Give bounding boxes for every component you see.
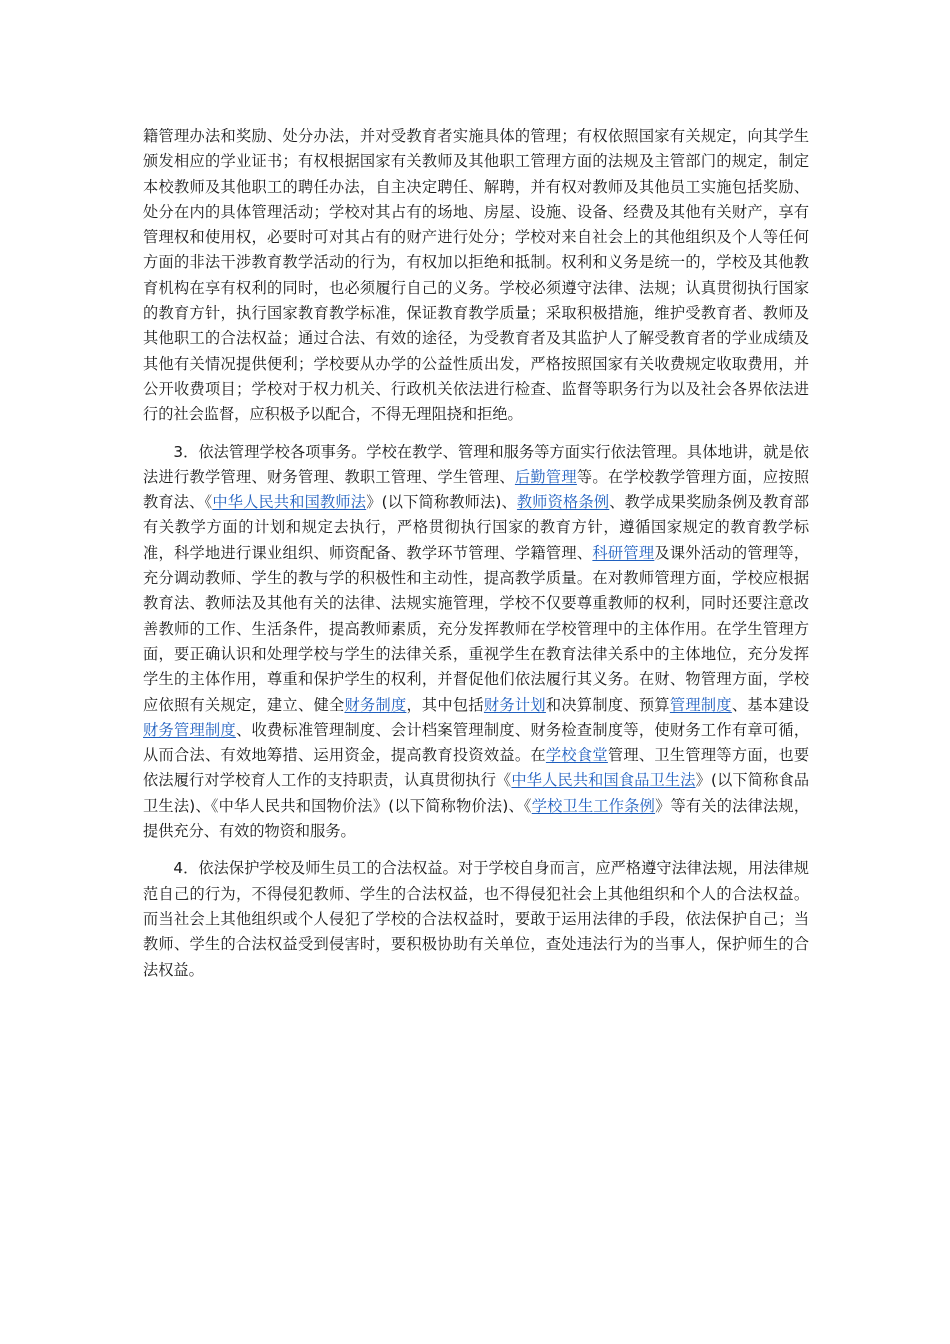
hyperlink[interactable]: 中华人民共和国食品卫生法 <box>511 771 696 790</box>
paragraph-text: 》(以下简称教师法)、 <box>366 493 517 512</box>
paragraph-text: 籍管理办法和奖励、处分办法，并对受教育者实施具体的管理；有权依照国家有关规定，向其学生颁发相应的学业证书；有权根据国家有关教师及其他职工管理方面的法规及主管部门的规定，制定本校教师及其他职工的聘任办法，自主决定聘任、解聘，并有权对教师及其他员工实施包括奖励、处分在内的具体管理活动；学校对其占有的场地、房屋、设施、设备、经费及其他有关财产，享有管理权和使用权，必要时可对其占有的财产进行处分；学校对来自社会上的其他组织及个人等任何方面的非法干涉教育教学活动的行为，有权加以拒绝和抵制。权利和义务是统一的，学校及其他教育机构在享有权利的同时，也必须履行自己的义务。学校必须遵守法律、法规；认真贯彻执行国家的教育方针，执行国家教育教学标准，保证教育教学质量；采取积极措施，维护受教育者、教师及其他职工的合法权益；通过合法、有效的途径，为受教育者及其监护人了解受教育者的学业成绩及其他有关情况提供便利；学校要从办学的公益性质出发，严格按照国家有关收费规定收取费用，并公开收费项目；学校对于权力机关、行政机关依法进行检查、监督等职务行为以及社会各界依法进行的社会监督，应积极予以配合，不得无理阻挠和拒绝。 <box>143 127 809 424</box>
hyperlink[interactable]: 学校食堂 <box>545 746 608 765</box>
paragraph-text: 》(以下简称食品卫生法)、《中华人民共和国物价法》(以下简称物价法)、《 <box>143 771 810 815</box>
paragraph-text: 及课外活动的管理等，充分调动教师、学生的教与学的积极性和主动性，提高教学质量。在对教师管理方面，学校应根据教育法、教师法及其他有关的法律、法规实施管理，学校不仅要尊重教师的权利，同时还要注意改善教师的工作、生活条件，提高教师素质，充分发挥教师在学校管理中的主体作用。在学生管理方面，要正确认识和处理学校与学生的法律关系，重视学生在教育法律关系中的主体地位，充分发挥学生的主体作用，尊重和保护学生的权利，并督促他们依法履行其义务。在财、物管理方面，学校应依照有关规定，建立、健全 <box>143 543 810 714</box>
paragraph-text: 管理、卫生管理等方面，也要依法履行对学校育人工作的支持职责，认真贯彻执行《 <box>143 746 810 790</box>
document-page <box>143 124 809 995</box>
body-paragraph-3 <box>143 856 809 982</box>
paragraph-text: 》等有关的法律法规，提供充分、有效的物资和服务。 <box>143 796 810 841</box>
body-paragraph-2 <box>143 440 809 845</box>
hyperlink[interactable]: 管理制度 <box>669 695 732 714</box>
hyperlink[interactable]: 财务管理制度 <box>143 720 236 739</box>
paragraph-text: 、教学成果奖励条例及教育部有关教学方面的计划和规定去执行，严格贯彻执行国家的教育方针，遵循国家规定的教育教学标准，科学地进行课业组织、师资配备、教学环节管理、学籍管理、 <box>143 493 810 562</box>
hyperlink[interactable]: 后勤管理 <box>514 467 577 486</box>
hyperlink[interactable]: 财务计划 <box>483 695 546 714</box>
paragraph-text: 和决算制度、预算 <box>545 695 670 714</box>
paragraph-text: 、收费标准管理制度、会计档案管理制度、财务检查制度等，使财务工作有章可循，从而合法、有效地筹措、运用资金，提高教育投资效益。在 <box>143 720 810 765</box>
hyperlink[interactable]: 学校卫生工作条例 <box>531 796 656 815</box>
paragraph-text: 等。在学校教学管理方面，应按照教育法、《 <box>143 467 810 512</box>
paragraph-text: 、基本建设 <box>731 695 810 714</box>
hyperlink[interactable]: 科研管理 <box>592 543 655 562</box>
paragraph-text: ，其中包括 <box>406 695 484 714</box>
body-paragraph-1 <box>143 124 809 428</box>
paragraph-text: 4．依法保护学校及师生员工的合法权益。对于学校自身而言，应严格遵守法律法规，用法律规范自己的行为，不得侵犯教师、学生的合法权益，也不得侵犯社会上其他组织和个人的合法权益。而当社会上其他组织或个人侵犯了学校的合法权益时，要敢于运用法律的手段，依法保护自己；当教师、学生的合法权益受到侵害时，要积极协助有关单位，查处违法行为的当事人，保护师生的合法权益。 <box>143 859 809 979</box>
paragraph-text: 3．依法管理学校各项事务。学校在教学、管理和服务等方面实行依法管理。具体地讲，就是依法进行教学管理、财务管理、教职工管理、学生管理、 <box>143 442 809 486</box>
hyperlink[interactable]: 财务制度 <box>344 695 407 714</box>
hyperlink[interactable]: 教师资格条例 <box>516 493 610 512</box>
hyperlink[interactable]: 中华人民共和国教师法 <box>212 493 367 512</box>
